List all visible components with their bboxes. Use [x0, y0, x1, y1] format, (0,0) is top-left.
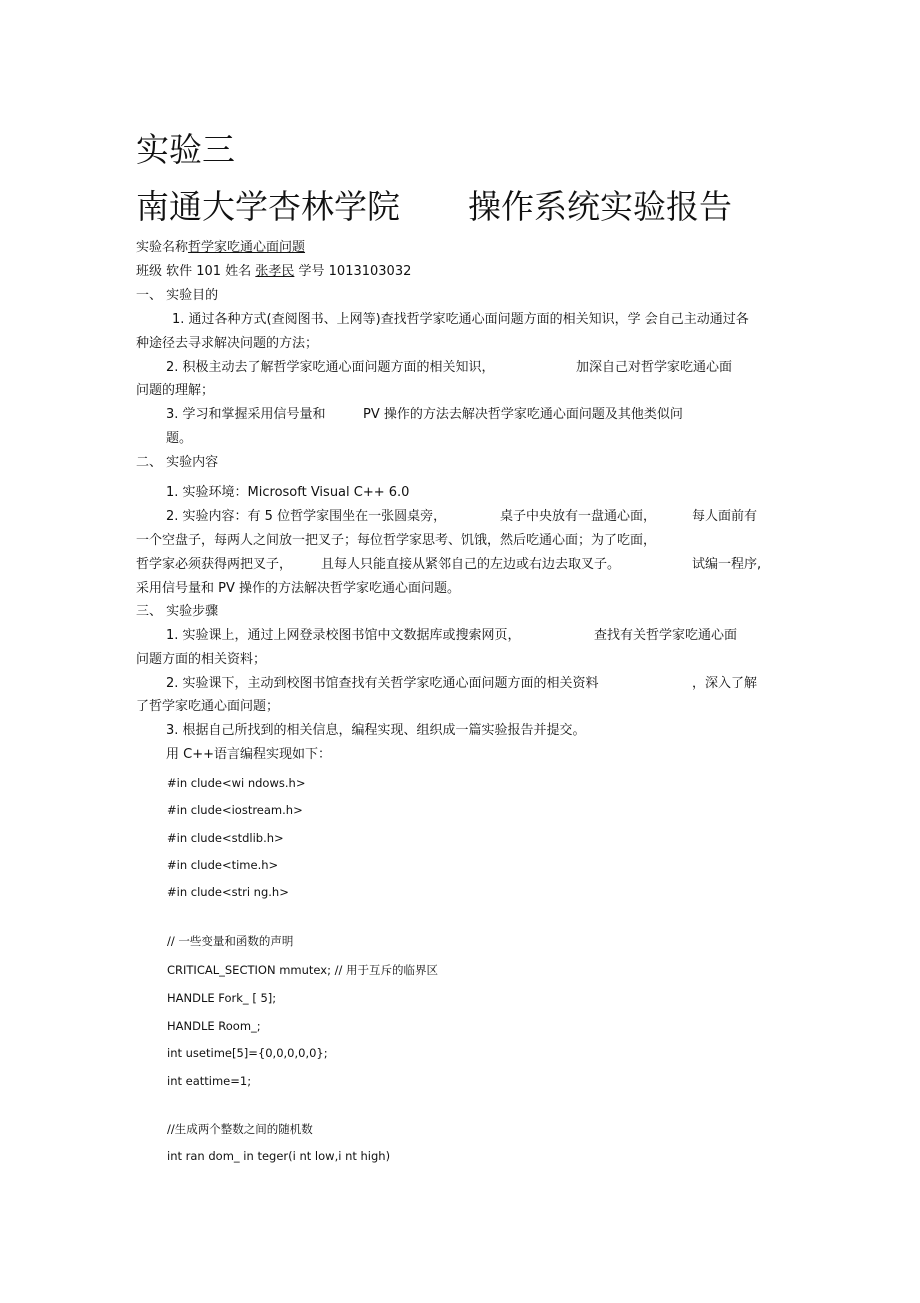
code-line: #in clude<time.h>	[167, 858, 279, 872]
paragraph: 1. 通过各种方式(查阅图书、上网等)查找哲学家吃通心面问题方面的相关知识，学 会自己主动通过各	[172, 312, 749, 327]
paragraph: 且每人只能直接从紧邻自己的左边或右边去取叉子。	[321, 557, 621, 572]
code-line: #in clude<stri ng.h>	[167, 885, 289, 899]
code-line: // 一些变量和函数的声明	[167, 934, 294, 948]
paragraph: 一个空盘子，每两人之间放一把叉子；每位哲学家思考、饥饿，然后吃通心面；为了吃面，	[136, 533, 657, 548]
experiment-name-label: 实验名称	[136, 240, 189, 255]
experiment-name-line	[136, 240, 305, 256]
paragraph: 试编一程序,	[692, 557, 762, 572]
paragraph: PV 操作的方法去解决哲学家吃通心面问题及其他类似问	[363, 407, 683, 422]
title-school: 南通大学杏林学院	[136, 187, 400, 226]
title-report: 操作系统实验报告	[468, 187, 732, 226]
paragraph: 2. 积极主动去了解哲学家吃通心面问题方面的相关知识，	[166, 360, 495, 375]
paragraph: 题。	[166, 431, 193, 446]
paragraph: 采用信号量和 PV 操作的方法解决哲学家吃通心面问题。	[136, 581, 460, 596]
code-line: CRITICAL_SECTION mmutex; // 用于互斥的临界区	[167, 963, 439, 977]
code-line: int usetime[5]={0,0,0,0,0};	[167, 1046, 328, 1060]
code-line: int eattime=1;	[167, 1074, 252, 1088]
paragraph: 每人面前有	[692, 509, 758, 524]
student-id: 学号 1013103032	[298, 264, 412, 279]
paragraph: 加深自己对哲学家吃通心面	[576, 360, 733, 375]
paragraph: 1. 实验课上，通过上网登录校图书馆中文数据库或搜索网页，	[166, 628, 521, 643]
title-experiment-number: 实验三	[136, 130, 235, 169]
code-line: HANDLE Room_;	[167, 1019, 261, 1033]
paragraph: ，深入了解	[692, 676, 758, 691]
code-line: HANDLE Fork_ [ 5];	[167, 991, 277, 1005]
section-heading: 三、 实验步骤	[136, 604, 219, 619]
paragraph: 了哲学家吃通心面问题；	[136, 699, 280, 714]
code-line: //生成两个整数之间的随机数	[167, 1122, 313, 1136]
paragraph: 种途径去寻求解决问题的方法；	[136, 336, 319, 351]
code-line: #in clude<stdlib.h>	[167, 831, 284, 845]
paragraph: 用 C++语言编程实现如下：	[166, 747, 331, 762]
paragraph: 问题方面的相关资料；	[136, 652, 267, 667]
class-label: 班级 软件 101 姓名	[136, 264, 252, 279]
paragraph: 2. 实验课下，主动到校图书馆查找有关哲学家吃通心面问题方面的相关资料	[166, 676, 599, 691]
paragraph: 3. 根据自己所找到的相关信息，编程实现、组织成一篇实验报告并提交。	[166, 723, 586, 738]
paragraph: 3. 学习和掌握采用信号量和	[166, 407, 326, 422]
student-name: 张孝民	[255, 264, 295, 279]
code-line: #in clude<wi ndows.h>	[167, 776, 306, 790]
paragraph: 2. 实验内容：有 5 位哲学家围坐在一张圆桌旁，	[166, 509, 447, 524]
code-line: #in clude<iostream.h>	[167, 803, 303, 817]
student-info-line	[136, 264, 411, 280]
paragraph: 1. 实验环境：Microsoft Visual C++ 6.0	[166, 485, 410, 500]
paragraph: 问题的理解；	[136, 383, 215, 398]
code-line: int ran dom_ in teger(i nt low,i nt high)	[167, 1149, 391, 1163]
experiment-name: 哲学家吃通心面问题	[188, 240, 306, 255]
section-heading: 一、 实验目的	[136, 288, 219, 303]
section-heading: 二、 实验内容	[136, 455, 219, 470]
paragraph: 查找有关哲学家吃通心面	[594, 628, 738, 643]
paragraph: 桌子中央放有一盘通心面，	[500, 509, 657, 524]
paragraph: 哲学家必须获得两把叉子，	[136, 557, 293, 572]
